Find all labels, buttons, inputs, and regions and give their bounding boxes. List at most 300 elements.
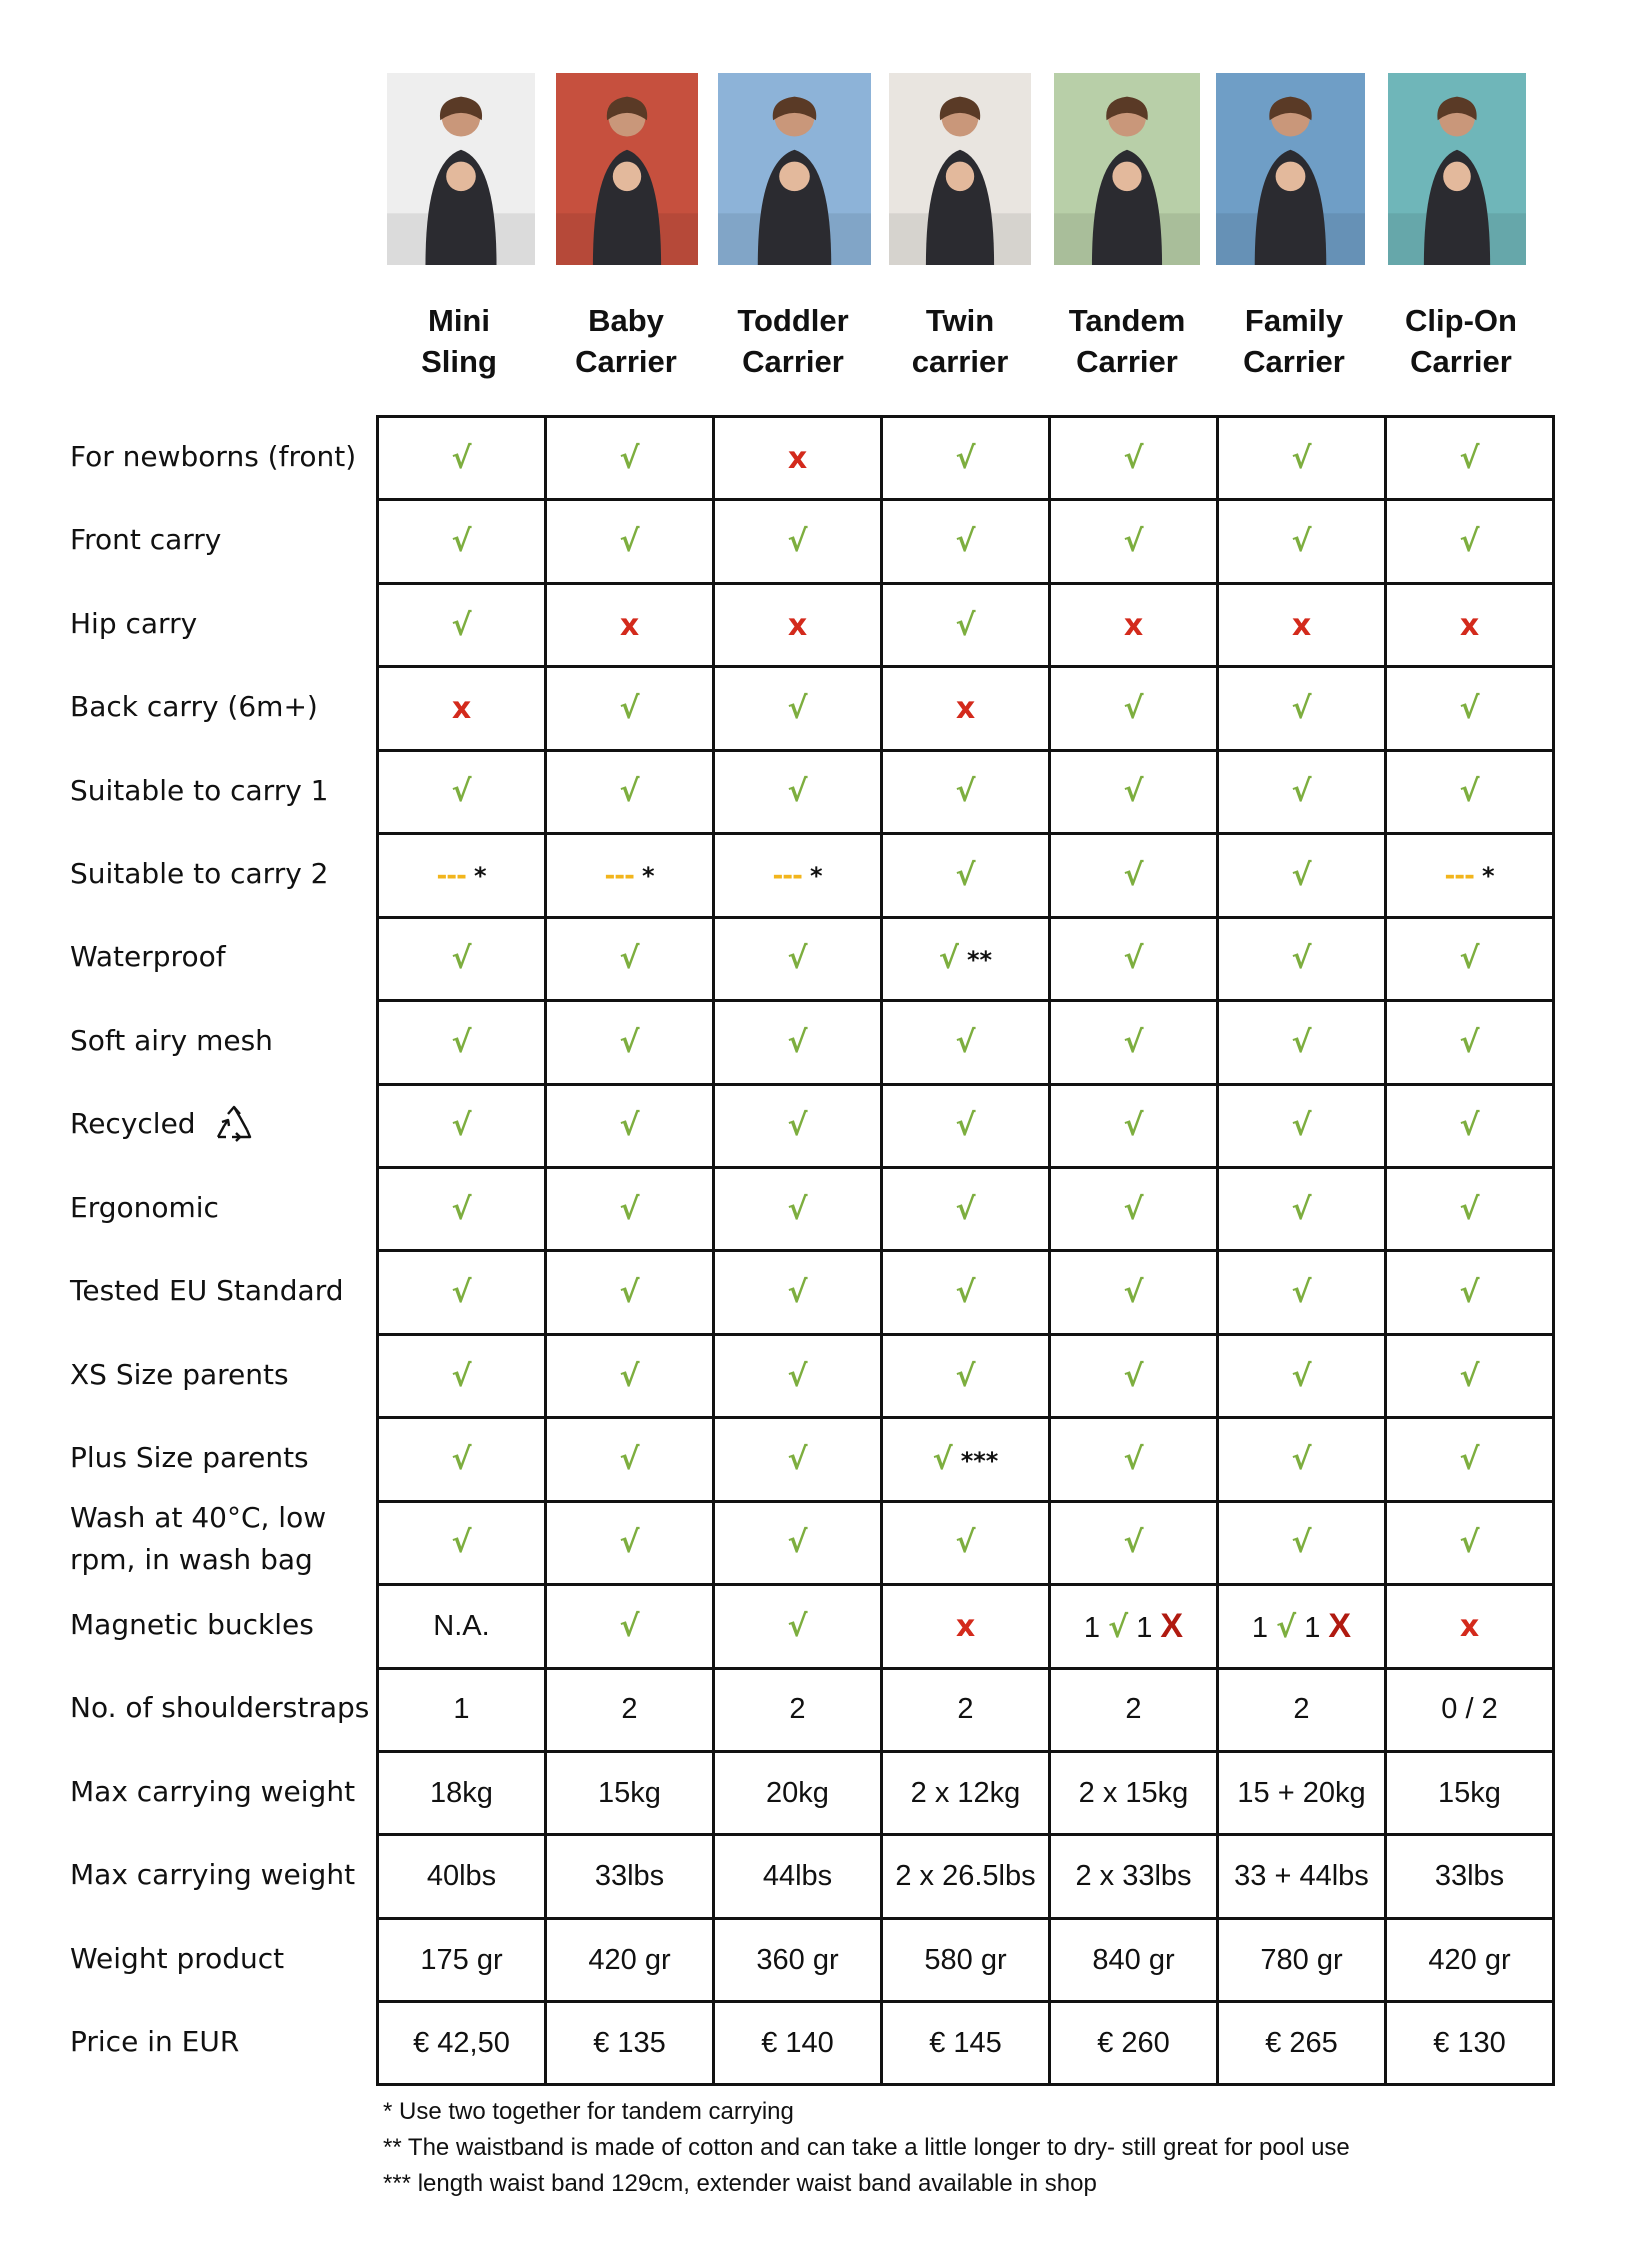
- table-cell: [714, 1418, 882, 1501]
- row-label: Wash at 40°C, low rpm, in wash bag: [70, 1500, 327, 1576]
- check-icon: √: [1459, 1525, 1480, 1561]
- cell-value: 40lbs: [426, 1860, 497, 1893]
- cell-value: 33lbs: [594, 1860, 665, 1893]
- check-icon: √: [1291, 1024, 1312, 1060]
- cross-icon: x: [1459, 607, 1480, 643]
- check-icon: √: [1123, 1441, 1144, 1477]
- check-icon: √: [619, 524, 640, 560]
- check-icon: √: [451, 1108, 472, 1144]
- table-cell: [1050, 1752, 1218, 1835]
- check-icon: √: [1291, 857, 1312, 893]
- cell-value: € 260: [1097, 2026, 1170, 2059]
- table-cell: [378, 1668, 546, 1751]
- row-label: Weight product: [70, 1941, 285, 1975]
- table-cell: [882, 1835, 1050, 1918]
- table-row: [378, 500, 1554, 583]
- check-icon: √: [451, 1191, 472, 1227]
- footnotes: [383, 2094, 1583, 2202]
- product-header-toddler: [710, 300, 876, 382]
- table-cell: [378, 667, 546, 750]
- table-cell: [882, 1084, 1050, 1167]
- table-cell: [1050, 583, 1218, 666]
- table-cell: [882, 1251, 1050, 1334]
- cross-icon: x: [1291, 607, 1312, 643]
- table-cell: [1386, 834, 1554, 917]
- table-cell: [378, 1251, 546, 1334]
- table-cell: [546, 1001, 714, 1084]
- check-icon: √: [1276, 1609, 1297, 1645]
- cell-value: 2: [1125, 1693, 1142, 1726]
- table-cell: [882, 1501, 1050, 1584]
- table-cell: [546, 1835, 714, 1918]
- table-cell: [714, 667, 882, 750]
- header-line2: Carrier: [1410, 344, 1512, 379]
- row-label: Back carry (6m+): [70, 690, 318, 724]
- table-cell: [1386, 1334, 1554, 1417]
- table-row: [378, 417, 1554, 500]
- check-icon: √: [1291, 774, 1312, 810]
- table-cell: [714, 583, 882, 666]
- table-cell: [1050, 1251, 1218, 1334]
- table-cell: [1386, 1001, 1554, 1084]
- table-cell: [378, 583, 546, 666]
- check-icon: √: [1123, 774, 1144, 810]
- check-icon: √: [451, 1358, 472, 1394]
- check-icon: √: [1291, 440, 1312, 476]
- check-icon: √: [1123, 1108, 1144, 1144]
- table-cell: [1386, 1251, 1554, 1334]
- table-row: [378, 1918, 1554, 2001]
- table-cell: [1218, 1835, 1386, 1918]
- table-cell: [378, 1167, 546, 1250]
- table-cell: [378, 1835, 546, 1918]
- check-icon: √: [787, 1275, 808, 1311]
- check-icon: √: [955, 440, 976, 476]
- check-icon: √: [955, 1191, 976, 1227]
- check-icon: √: [787, 1608, 808, 1644]
- cell-value: 580 gr: [924, 1943, 1007, 1976]
- row-label: Hip carry: [70, 606, 198, 640]
- check-icon: √: [1459, 691, 1480, 727]
- table-cell: [1218, 1918, 1386, 2001]
- table-cell: [1386, 1585, 1554, 1668]
- table-cell: [714, 750, 882, 833]
- cross-icon: x: [787, 440, 808, 476]
- cell-value: N.A.: [433, 1609, 490, 1642]
- check-icon: √: [619, 1608, 640, 1644]
- table-cell: [1386, 667, 1554, 750]
- table-cell: [1218, 1752, 1386, 1835]
- cross-icon: x: [955, 691, 976, 727]
- partial-dash-icon: ---: [1444, 860, 1474, 891]
- table-cell: [1050, 1835, 1218, 1918]
- cell-value: 780 gr: [1260, 1943, 1343, 1976]
- count: 1: [1083, 1611, 1101, 1644]
- table-cell: [546, 1167, 714, 1250]
- table-cell: [1386, 917, 1554, 1000]
- cross-icon: x: [1459, 1608, 1480, 1644]
- product-photo-family: [1216, 73, 1365, 265]
- cell-value: 420 gr: [1428, 1943, 1511, 1976]
- table-row: [378, 1167, 1554, 1250]
- table-row: [378, 583, 1554, 666]
- table-cell: [378, 834, 546, 917]
- footnote-mark: ***: [960, 1446, 999, 1475]
- footnote-mark: *: [641, 861, 655, 890]
- check-icon: √: [787, 941, 808, 977]
- table-cell: [1050, 1501, 1218, 1584]
- check-icon: √: [955, 857, 976, 893]
- cell-value: 2 x 15kg: [1078, 1776, 1189, 1809]
- cell-value: 2 x 12kg: [910, 1776, 1021, 1809]
- check-icon: √: [787, 1525, 808, 1561]
- table-cell: [882, 583, 1050, 666]
- cell-value: 20kg: [766, 1776, 829, 1809]
- table-cell: [714, 1084, 882, 1167]
- table-cell: [1218, 583, 1386, 666]
- header-line1: Twin: [925, 303, 995, 338]
- table-cell: [1218, 500, 1386, 583]
- check-icon: √: [619, 1024, 640, 1060]
- check-icon: √: [1459, 1024, 1480, 1060]
- row-label: XS Size parents: [70, 1357, 289, 1391]
- row-label: Front carry: [70, 523, 222, 557]
- table-cell: [546, 917, 714, 1000]
- header-line1: Toddler: [737, 303, 849, 338]
- table-row: [378, 667, 1554, 750]
- table-cell: [546, 1334, 714, 1417]
- header-line2: Carrier: [1076, 344, 1178, 379]
- footnote-3: *** length waist band 129cm, extender waist band available in shop: [383, 2170, 1097, 2197]
- cross-icon: x: [1123, 607, 1144, 643]
- check-icon: √: [955, 524, 976, 560]
- row-label: Magnetic buckles: [70, 1608, 314, 1642]
- table-cell: [546, 1251, 714, 1334]
- table-cell: [546, 1084, 714, 1167]
- table-cell: [378, 1585, 546, 1668]
- cell-value: € 140: [761, 2026, 834, 2059]
- check-icon: √: [1123, 1525, 1144, 1561]
- product-header-baby: [543, 300, 709, 382]
- check-icon: √: [1123, 1358, 1144, 1394]
- table-cell: [714, 1668, 882, 1751]
- product-photo-clipon: [1388, 73, 1526, 265]
- count: 1: [1136, 1611, 1153, 1644]
- table-cell: [546, 1668, 714, 1751]
- header-line1: Clip-On: [1405, 303, 1517, 338]
- table-cell: [546, 2002, 714, 2085]
- table-row: [378, 1001, 1554, 1084]
- check-icon: √: [1123, 857, 1144, 893]
- check-icon: √: [938, 941, 959, 977]
- table-cell: [882, 1001, 1050, 1084]
- cell-value: 2: [1293, 1693, 1310, 1726]
- table-cell: [714, 1835, 882, 1918]
- check-icon: √: [787, 1441, 808, 1477]
- cross-icon: x: [955, 1608, 976, 1644]
- table-cell: [882, 750, 1050, 833]
- table-cell: [546, 834, 714, 917]
- check-icon: √: [955, 607, 976, 643]
- table-cell: [1218, 917, 1386, 1000]
- cross-icon: x: [619, 607, 640, 643]
- table-cell: [882, 834, 1050, 917]
- partial-dash-icon: ---: [772, 860, 802, 891]
- header-line1: Baby: [588, 303, 664, 338]
- check-icon: √: [619, 941, 640, 977]
- check-icon: √: [955, 1024, 976, 1060]
- table-cell: [546, 667, 714, 750]
- table-cell: [1218, 2002, 1386, 2085]
- cell-value: 2: [789, 1693, 806, 1726]
- table-row: [378, 1668, 1554, 1751]
- cell-value: 840 gr: [1092, 1943, 1175, 1976]
- table-row: [378, 750, 1554, 833]
- row-label: For newborns (front): [70, 439, 357, 473]
- table-cell: [1386, 2002, 1554, 2085]
- table-cell: [714, 1585, 882, 1668]
- cell-value: 15kg: [1438, 1776, 1501, 1809]
- check-icon: √: [1291, 691, 1312, 727]
- row-label: Tested EU Standard: [70, 1274, 344, 1308]
- product-header-clipon: [1378, 300, 1544, 382]
- cell-value: 175 gr: [420, 1943, 503, 1976]
- check-icon: √: [1459, 1358, 1480, 1394]
- table-cell: [546, 1418, 714, 1501]
- table-row: [378, 1585, 1554, 1668]
- footnote-mark: *: [809, 861, 823, 890]
- row-label: Max carrying weight: [70, 1774, 356, 1808]
- table-cell: [1386, 1084, 1554, 1167]
- table-cell: [378, 1334, 546, 1417]
- cell-value: € 42,50: [413, 2026, 510, 2059]
- cell-value: € 135: [593, 2026, 666, 2059]
- table-cell: [378, 750, 546, 833]
- row-label: Waterproof: [70, 940, 226, 974]
- product-header-twin: [877, 300, 1043, 382]
- table-cell: [1218, 1418, 1386, 1501]
- table-row: [378, 1251, 1554, 1334]
- footnote-mark: *: [1481, 861, 1495, 890]
- check-icon: √: [451, 524, 472, 560]
- table-cell: [714, 417, 882, 500]
- cell-value: 2: [957, 1693, 974, 1726]
- check-icon: √: [1291, 1358, 1312, 1394]
- table-cell: [546, 750, 714, 833]
- table-cell: [1218, 1001, 1386, 1084]
- table-cell: [1218, 1501, 1386, 1584]
- check-icon: √: [1123, 1275, 1144, 1311]
- check-icon: √: [955, 1525, 976, 1561]
- table-cell: [1218, 417, 1386, 500]
- table-cell: [1050, 1001, 1218, 1084]
- table-cell: [378, 417, 546, 500]
- check-icon: √: [1291, 1525, 1312, 1561]
- cross-icon: X: [1160, 1606, 1184, 1645]
- check-icon: √: [787, 1358, 808, 1394]
- check-icon: √: [1459, 1108, 1480, 1144]
- table-cell: [378, 1752, 546, 1835]
- cell-value: 2 x 33lbs: [1075, 1860, 1192, 1893]
- check-icon: √: [451, 1024, 472, 1060]
- product-header-family: [1211, 300, 1377, 382]
- cell-value: 2 x 26.5lbs: [895, 1860, 1036, 1893]
- count: 1: [1304, 1611, 1321, 1644]
- table-row: [378, 1334, 1554, 1417]
- cell-value: 2: [621, 1693, 638, 1726]
- table-cell: [1386, 500, 1554, 583]
- header-line1: Mini: [428, 303, 490, 338]
- table-cell: [1386, 1752, 1554, 1835]
- check-icon: √: [787, 1024, 808, 1060]
- table-cell: [1050, 1585, 1218, 1668]
- table-cell: [1386, 1501, 1554, 1584]
- count: 1: [1251, 1611, 1269, 1644]
- product-header-mini: [376, 300, 542, 382]
- check-icon: √: [1123, 941, 1144, 977]
- check-icon: √: [1459, 1441, 1480, 1477]
- check-icon: √: [451, 1441, 472, 1477]
- check-icon: √: [955, 774, 976, 810]
- table-cell: [378, 500, 546, 583]
- table-cell: [882, 1918, 1050, 2001]
- table-cell: [378, 1084, 546, 1167]
- check-icon: √: [1123, 1191, 1144, 1227]
- product-photo-mini: [387, 73, 535, 265]
- row-label: Price in EUR: [70, 2025, 240, 2059]
- table-cell: [1386, 1835, 1554, 1918]
- table-cell: [546, 1918, 714, 2001]
- table-cell: [1050, 1918, 1218, 2001]
- table-cell: [546, 500, 714, 583]
- table-cell: [1386, 1668, 1554, 1751]
- check-icon: √: [1291, 1191, 1312, 1227]
- table-row: [378, 834, 1554, 917]
- check-icon: √: [451, 941, 472, 977]
- footnote-1: * Use two together for tandem carrying: [383, 2098, 794, 2125]
- table-cell: [378, 917, 546, 1000]
- table-row: [378, 1752, 1554, 1835]
- table-cell: [714, 917, 882, 1000]
- cell-value: 33 + 44lbs: [1234, 1860, 1369, 1893]
- table-cell: [1386, 1918, 1554, 2001]
- table-cell: [1050, 1334, 1218, 1417]
- table-cell: [714, 2002, 882, 2085]
- cell-value: 44lbs: [762, 1860, 833, 1893]
- product-photo-baby: [556, 73, 698, 265]
- check-icon: √: [955, 1358, 976, 1394]
- product-photo-toddler: [718, 73, 871, 265]
- header-line1: Tandem: [1068, 303, 1186, 338]
- table-cell: [882, 500, 1050, 583]
- table-cell: [714, 1918, 882, 2001]
- table-cell: [1218, 1668, 1386, 1751]
- cell-value: 420 gr: [588, 1943, 671, 1976]
- table-cell: [1050, 1668, 1218, 1751]
- table-cell: [1218, 1334, 1386, 1417]
- table-cell: [882, 417, 1050, 500]
- table-cell: [1218, 750, 1386, 833]
- table-row: [378, 2002, 1554, 2085]
- check-icon: √: [1291, 941, 1312, 977]
- header-line2: carrier: [911, 344, 1009, 379]
- product-photo-twin: [889, 73, 1031, 265]
- row-label: Ergonomic: [70, 1190, 219, 1224]
- check-icon: √: [787, 774, 808, 810]
- check-icon: √: [619, 1358, 640, 1394]
- row-label: Recycled: [70, 1083, 370, 1166]
- cross-icon: X: [1328, 1606, 1352, 1645]
- table-row: [378, 1418, 1554, 1501]
- cell-value: € 145: [929, 2026, 1002, 2059]
- check-icon: √: [1459, 1275, 1480, 1311]
- table-cell: [1386, 1418, 1554, 1501]
- table-cell: [882, 1668, 1050, 1751]
- table-cell: [378, 2002, 546, 2085]
- table-cell: [1386, 583, 1554, 666]
- table-cell: [546, 1585, 714, 1668]
- row-label: Soft airy mesh: [70, 1023, 273, 1057]
- check-icon: √: [619, 1108, 640, 1144]
- row-label: Max carrying weight: [70, 1858, 356, 1892]
- check-icon: √: [1291, 1275, 1312, 1311]
- table-cell: [1050, 417, 1218, 500]
- check-icon: √: [619, 1191, 640, 1227]
- check-icon: √: [1459, 941, 1480, 977]
- table-row: [378, 1084, 1554, 1167]
- table-cell: [1050, 917, 1218, 1000]
- check-icon: √: [1459, 440, 1480, 476]
- check-icon: √: [619, 691, 640, 727]
- table-cell: [1050, 1167, 1218, 1250]
- check-icon: √: [955, 1275, 976, 1311]
- table-row: [378, 1501, 1554, 1584]
- table-cell: [882, 2002, 1050, 2085]
- product-photo-tandem: [1054, 73, 1200, 265]
- cell-value: 1: [453, 1693, 470, 1726]
- row-label: Plus Size parents: [70, 1441, 309, 1475]
- product-header-tandem: [1044, 300, 1210, 382]
- header-line2: Carrier: [742, 344, 844, 379]
- check-icon: √: [955, 1108, 976, 1144]
- check-icon: √: [1108, 1609, 1129, 1645]
- cell-value: € 130: [1433, 2026, 1506, 2059]
- check-icon: √: [451, 440, 472, 476]
- partial-dash-icon: ---: [436, 860, 466, 891]
- table-cell: [1218, 1251, 1386, 1334]
- table-cell: [378, 1001, 546, 1084]
- table-cell: [1218, 1585, 1386, 1668]
- table-cell: [546, 1752, 714, 1835]
- check-icon: √: [787, 1108, 808, 1144]
- check-icon: √: [787, 1191, 808, 1227]
- cell-value: 18kg: [430, 1776, 493, 1809]
- footnote-mark: *: [473, 861, 487, 890]
- table-cell: [1386, 750, 1554, 833]
- table-cell: [378, 1918, 546, 2001]
- footnote-2: ** The waistband is made of cotton and can take a little longer to dry- still great for pool use: [383, 2134, 1350, 2161]
- table-cell: [714, 1001, 882, 1084]
- table-cell: [1218, 667, 1386, 750]
- table-cell: [1218, 1167, 1386, 1250]
- table-cell: [882, 1167, 1050, 1250]
- row-label: Suitable to carry 1: [70, 773, 329, 807]
- table-cell: [1050, 750, 1218, 833]
- table-cell: [714, 1251, 882, 1334]
- cell-value: 33lbs: [1434, 1860, 1505, 1893]
- check-icon: √: [1459, 524, 1480, 560]
- table-cell: [882, 1418, 1050, 1501]
